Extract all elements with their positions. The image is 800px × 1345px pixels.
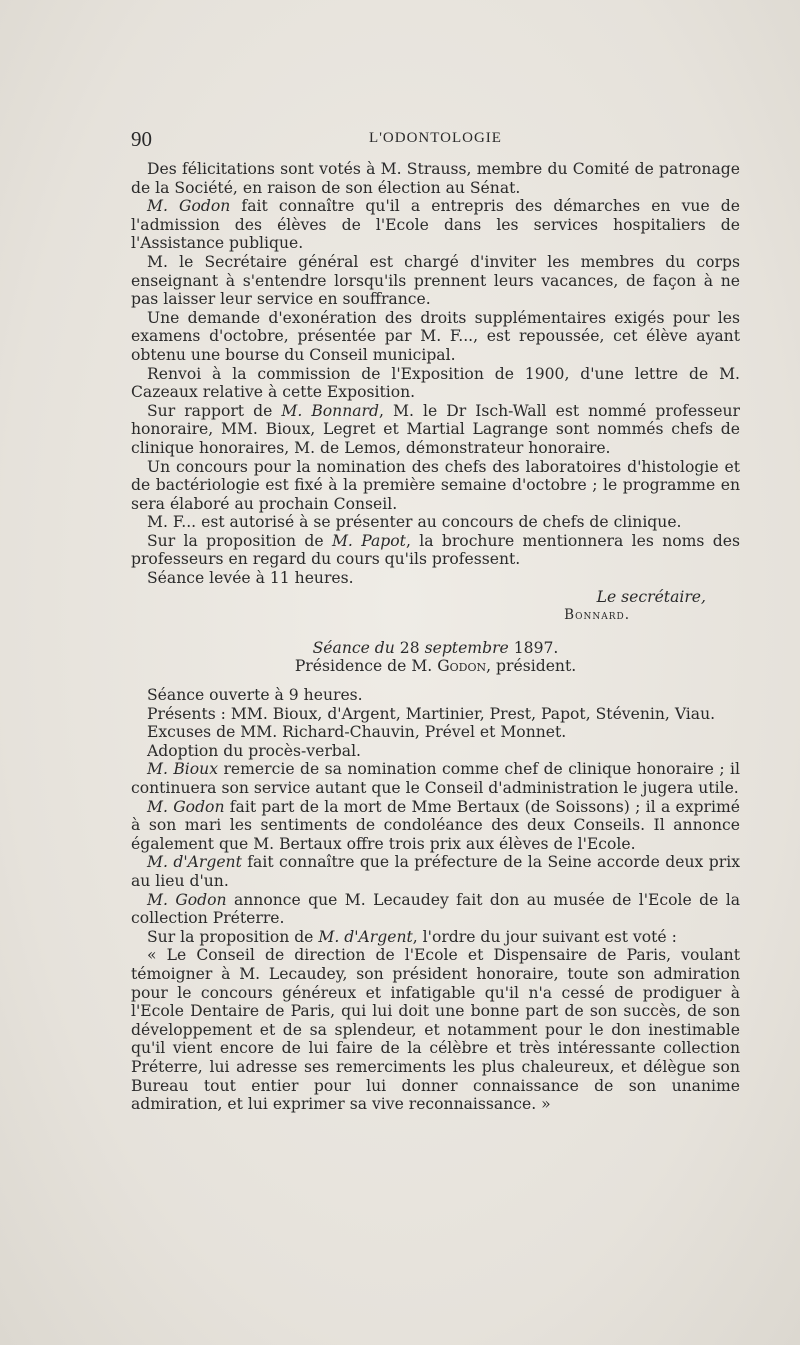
paragraph: Présents : MM. Bioux, d'Argent, Martinier, Prest, Papot, Stévenin, Viau.: [147, 704, 716, 723]
paragraph: [131, 402, 740, 458]
paragraph-text: remercie de sa nomination comme chef de clinique honoraire ; il continuera son service autant que le Conseil d'administration le jugera utile.: [131, 760, 740, 797]
paragraph: [131, 853, 740, 890]
resolution-quote: « Le Conseil de direction de l'Ecole et Dispensaire de Paris, voulant témoigner à M. Lecaudey, son président honoraire, toute son admiration pour le concours généreux et infatigable qu'il n'a cessé de prodiguer à l'Ecole Dentaire de Paris, qui lui doit une bonne part de son succès, de son développement et de sa splendeur, et notamment pour le don inestimable qu'il vient encore de lui faire de la célèbre et très intéressante collection Préterre, lui adresse ses remerciments les plus chaleureux, et délègue son Bureau tout entier pour lui donner connaissance de son unanime admiration, et lui exprimer sa vive reconnaissance. »: [131, 946, 740, 1114]
speaker-name: M. Godon: [147, 197, 231, 216]
presidence-text: , président.: [486, 657, 577, 676]
paragraph: Séance levée à 11 heures.: [147, 569, 354, 588]
paragraph: Séance ouverte à 9 heures.: [147, 686, 363, 705]
signature-name: Bonnard.: [564, 607, 630, 624]
speaker-name: M. Godon: [147, 797, 225, 816]
paragraph: [131, 532, 740, 569]
running-title: L'ODONTOLOGIE: [369, 130, 502, 146]
president-name: Godon: [437, 657, 487, 676]
paragraph: Des félicitations sont votés à M. Strauss, membre du Comité de patronage de la Société, en raison de son élection au Sénat.: [131, 160, 740, 197]
speaker-name: M. Bioux: [147, 760, 219, 779]
speaker-name: M. Godon: [147, 890, 227, 909]
session-title-month: septembre: [424, 638, 509, 657]
session-title-day: 28: [394, 638, 425, 657]
paragraph: M. F... est autorisé à se présenter au concours de chefs de clinique.: [147, 513, 682, 532]
speaker-name: M. d'Argent: [147, 853, 242, 872]
paragraph-text: Sur la proposition de: [147, 927, 319, 946]
speaker-name: M. d'Argent: [318, 927, 413, 946]
paragraph-text: , l'ordre du jour suivant est voté :: [412, 927, 677, 946]
speaker-name: M. Bonnard: [281, 401, 379, 420]
paragraph: [131, 760, 740, 797]
paragraph: [131, 928, 740, 947]
page-header: [131, 127, 740, 151]
session-title: [131, 639, 740, 658]
paragraph: Renvoi à la commission de l'Exposition de 1900, d'une lettre de M. Cazeaux relative à cette Exposition.: [131, 364, 740, 402]
paragraph-text: Sur la proposition de: [147, 531, 332, 550]
presidence-text: Présidence de M.: [294, 657, 438, 676]
paragraph-text: fait connaître que la préfecture de la Seine accorde deux prix au lieu d'un.: [131, 853, 740, 890]
paragraph-text: , la brochure mentionnera les noms des professeurs en regard du cours qu'ils professent.: [131, 531, 740, 569]
paragraph-text: , M. le Dr Isch-Wall est nommé professeur honoraire, MM. Bioux, Legret et Martial Lagrange sont nommés chefs de clinique honoraires, M. de Lemos, démonstrateur honoraire.: [131, 401, 740, 457]
paragraph: Excuses de MM. Richard-Chauvin, Prével et Monnet.: [147, 723, 567, 742]
session-title-label: Séance du: [312, 638, 395, 657]
presidence-line: [131, 657, 740, 676]
paragraph-text: annonce que M. Lecaudey fait don au musée de l'Ecole de la collection Préterre.: [131, 890, 740, 928]
page-body: [131, 160, 740, 1114]
paragraph-text: Sur rapport de: [147, 401, 282, 420]
paragraph-text: fait connaître qu'il a entrepris des démarches en vue de l'admission des élèves de l'Ecole dans les services hospitaliers de l'Assistance publique.: [131, 197, 741, 253]
speaker-name: M. Papot: [331, 531, 406, 550]
paragraph-text: fait part de la mort de Mme Bertaux (de Soissons) ; il a exprimé à son mari les sentiments de condoléance des deux Conseils. Il annonce également que M. Bertaux offre trois prix aux élèves de l'Ecole.: [131, 797, 740, 853]
paragraph: Adoption du procès-verbal.: [147, 741, 362, 760]
paragraph: M. le Secrétaire général est chargé d'inviter les membres du corps enseignant à s'entendre lorsqu'ils prennent leurs vacances, de façon à ne pas laisser leur service en souffrance.: [131, 252, 740, 309]
session-title-year: 1897.: [508, 638, 559, 657]
paragraph: [131, 197, 740, 253]
paragraph: [131, 798, 740, 854]
signature-role: Le secrétaire,: [596, 587, 706, 606]
paragraph: Un concours pour la nomination des chefs des laboratoires d'histologie et de bactériologie est fixé à la première semaine d'octobre ; le programme en sera élaboré au prochain Conseil.: [131, 457, 740, 513]
paragraph: Une demande d'exonération des droits supplémentaires exigés pour les examens d'octobre, présentée par M. F..., est repoussée, cet élève ayant obtenu une bourse du Conseil municipal.: [131, 308, 740, 364]
page-number: 90: [131, 127, 152, 151]
paragraph: [131, 891, 740, 928]
